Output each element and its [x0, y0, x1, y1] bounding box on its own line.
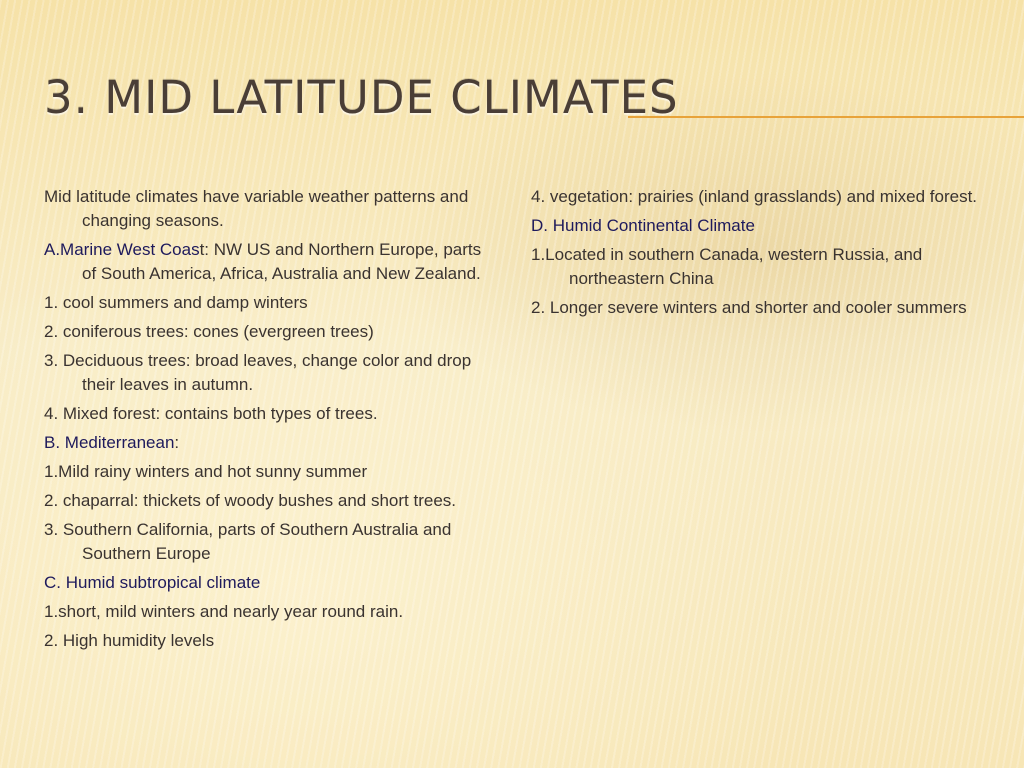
bullet-paragraph: 2. Longer severe winters and shorter and cooler summers: [531, 298, 967, 317]
bullet-paragraph: 2. coniferous trees: cones (evergreen trees): [44, 322, 374, 341]
bullet-paragraph: 1.Located in southern Canada, western Russia, and northeastern China: [531, 245, 923, 288]
bullet-paragraph: 1. cool summers and damp winters: [44, 293, 308, 312]
slide-title: 3. MID LATITUDE CLIMATES: [44, 71, 679, 124]
bullet-paragraph: 2. High humidity levels: [44, 631, 215, 650]
left-column: [44, 185, 492, 658]
bullet-paragraph: 1.Mild rainy winters and hot sunny summer: [44, 462, 368, 481]
bullet-paragraph: [531, 214, 991, 238]
bullet-paragraph: 4. vegetation: prairies (inland grasslands) and mixed forest.: [531, 187, 978, 206]
bullet-paragraph: Mid latitude climates have variable weather patterns and changing seasons.: [44, 187, 469, 230]
bullet-paragraph: [44, 571, 492, 595]
section-heading: A.Marine West Coas: [44, 240, 200, 259]
section-heading: D. Humid Continental Climate: [531, 216, 755, 235]
bullet-paragraph: 4. Mixed forest: contains both types of trees.: [44, 404, 378, 423]
section-heading: B. Mediterranean: [44, 433, 175, 452]
bullet-paragraph: B. Mediterranean:: [44, 433, 180, 452]
bullet-paragraph: 2. chaparral: thickets of woody bushes and short trees.: [44, 491, 457, 510]
title-underline: [628, 116, 1024, 118]
bullet-paragraph: 1.short, mild winters and nearly year round rain.: [44, 602, 404, 621]
bullet-paragraph: 3. Deciduous trees: broad leaves, change color and drop their leaves in autumn.: [44, 351, 472, 394]
bullet-paragraph: A.Marine West Coast: NW US and Northern Europe, parts of South America, Africa, Australia and New Zealand.: [44, 240, 482, 283]
right-column: [531, 185, 991, 325]
bullet-paragraph: 3. Southern California, parts of Southern Australia and Southern Europe: [44, 520, 452, 563]
section-heading: C. Humid subtropical climate: [44, 573, 261, 592]
